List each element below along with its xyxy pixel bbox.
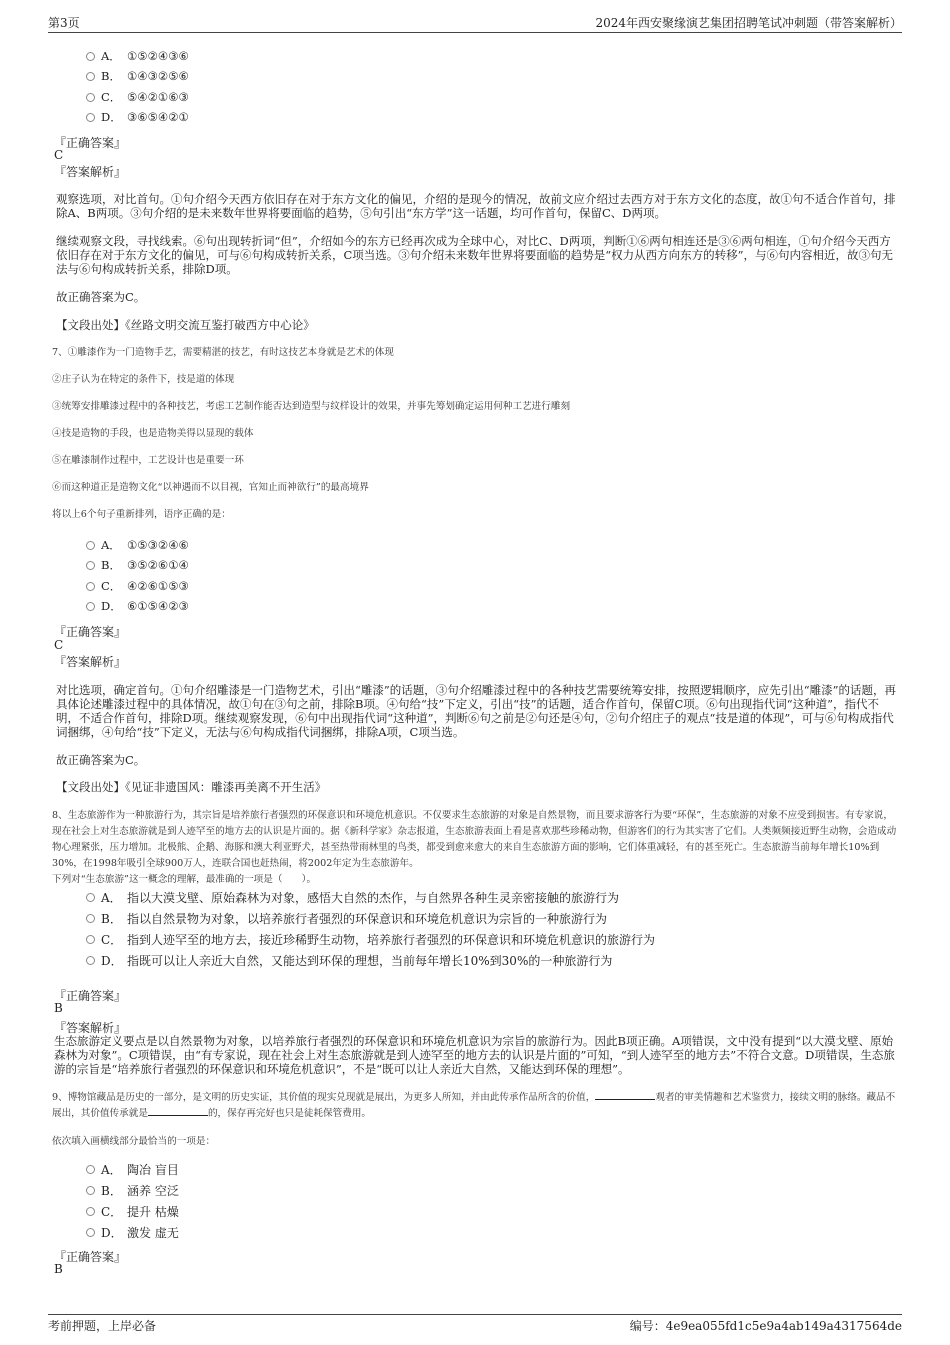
page-header <box>48 14 902 33</box>
radio-icon[interactable] <box>86 1207 95 1216</box>
q6-conclusion: 故正确答案为C。 <box>56 290 146 304</box>
page-number: 第3页 <box>48 16 80 30</box>
q8-option-a[interactable]: A． 指以大漠戈壁、原始森林为对象，感悟大自然的杰作，与自然界各种生灵亲密接触的旅游行为 <box>86 890 619 906</box>
q8-analysis-label: 『答案解析』 <box>54 1021 127 1035</box>
q8-stem: 8、生态旅游作为一种旅游行为，其宗旨是培养旅行者强烈的环保意识和环境危机意识。不仅要求生态旅游的对象是自然景物，而且要求游客行为要“环保”，生态旅游的对象不应受到损害。有专家说，现在社会上对生态旅游就是到人迹罕至的地方去的认识是片面的。据《新科学家》杂志报道，生态旅游表面上看是喜欢那些珍稀动物，但游客们的行为其实害了它们。人类频频接近野生动物，会造成动物心理紧张，压力增加。北极熊、企鹅、海豚和澳大利亚野犬，甚至热带雨林里的鸟类，都受到愈来愈大的来自生态旅游方面的影响，它们体重减轻，有的甚至死亡。生态旅游当前每年增长10%到30%，在1998年吸引全球900万人，连联合国也赶热闹，将2002年定为生态旅游年。 <box>52 810 897 869</box>
q7-sentence-1: 7、①雕漆作为一门造物手艺，需要精湛的技艺，有时这技艺本身就是艺术的体现 <box>52 347 394 358</box>
q9-option-b[interactable]: B． 涵养 空泛 <box>86 1183 179 1199</box>
radio-icon[interactable] <box>86 1186 95 1195</box>
q6-analysis-p2: 继续观察文段，寻找线索。⑥句出现转折词“但”，介绍如今的东方已经再次成为全球中心，对比C、D两项，判断①⑥两句相连还是③⑥两句相连，①句介绍今天西方依旧存在对于东方文化的偏见，可与⑥句构成转折关系，C项当选。③句介绍未来数年世界将要面临的趋势是“权力从西方向东方的转移”，与⑥句内容相近，故③句无法与⑥句构成转折关系，排除D项。 <box>56 234 894 276</box>
q8-option-d[interactable]: D． 指既可以让人亲近大自然，又能达到环保的理想，当前每年增长10%到30%的一种旅游行为 <box>86 953 612 969</box>
q6-option-c[interactable]: C． ⑤④②①⑥③ <box>86 89 189 105</box>
q7-sentence-6: ⑥而这种道正是造物文化“以神遇而不以目视，官知止而神欲行”的最高境界 <box>52 482 369 493</box>
q8-option-c[interactable]: C． 指到人迹罕至的地方去，接近珍稀野生动物，培养旅行者强烈的环保意识和环境危机意识的旅游行为 <box>86 932 655 948</box>
q9-answer: B <box>54 1262 63 1276</box>
blank-1 <box>595 1090 655 1100</box>
q6-option-b[interactable]: B． ①④③②⑤⑥ <box>86 68 189 84</box>
radio-icon[interactable] <box>86 582 95 591</box>
q9-option-d[interactable]: D． 激发 虚无 <box>86 1225 179 1241</box>
q7-sentence-2: ②庄子认为在特定的条件下，技是道的体现 <box>52 374 235 385</box>
q6-option-a[interactable]: A． ①⑤②④③⑥ <box>86 48 189 64</box>
footer-slogan: 考前押题，上岸必备 <box>48 1319 157 1333</box>
q7-analysis-p1: 对比选项，确定首句。①句介绍雕漆是一门造物艺术，引出“雕漆”的话题，③句介绍雕漆过程中的各种技艺需要统筹安排，按照逻辑顺序，应先引出“雕漆”的话题，再具体论述雕漆过程中的具体情况，故①句在③句之前，排除B项。④句给“技”下定义，引出“技”的话题，适合作首句，保留C项。⑥句出现指代词“这种道”，指代不明，不适合作首句，排除D项。继续观察发现，⑥句中出现指代词“这种道”，判断⑥句之前是②句还是④句，②句介绍庄子的观点“技是道的体现”，可与⑥句构成指代词捆绑，④句给“技”下定义，无法与⑥句构成指代词捆绑，排除A项，C项当选。 <box>56 683 897 739</box>
radio-icon[interactable] <box>86 1228 95 1237</box>
q9-stem: 9、博物馆藏品是历史的一部分，是文明的历史实证，其价值的现实兑现就是展出，为更多人所知，并由此传承作品所含的价值， 观者的审美情趣和艺术鉴赏力，接续文明的脉络。藏品不展出，其价值传承就是 的，保存再完好也只是徒耗保管费用。 <box>52 1092 896 1119</box>
q8-option-b[interactable]: B． 指以自然景物为对象，以培养旅行者强烈的环保意识和环境危机意识为宗旨的一种旅游行为 <box>86 911 607 927</box>
radio-icon[interactable] <box>86 602 95 611</box>
q6-answer: C <box>54 148 64 162</box>
q7-sentence-5: ⑤在雕漆制作过程中，工艺设计也是重要一环 <box>52 455 244 466</box>
blank-2 <box>148 1106 208 1116</box>
radio-icon[interactable] <box>86 72 95 81</box>
q7-answer: C <box>54 638 64 652</box>
page-footer <box>48 1314 902 1333</box>
radio-icon[interactable] <box>86 561 95 570</box>
radio-icon[interactable] <box>86 113 95 122</box>
q8-analysis: 生态旅游定义要点是以自然景物为对象，以培养旅行者强烈的环保意识和环境危机意识为宗旨的旅游行为。因此B项正确。A项错误，文中没有提到“以大漠戈壁、原始森林为对象”。C项错误，由“有专家说，现在社会上对生态旅游就是到人迹罕至的地方去的认识是片面的”可知，“到人迹罕至的地方去”不符合文意。D项错误，生态旅游的宗旨是“培养旅行者强烈的环保意识和环境危机意识”，不是“既可以让人亲近大自然，又能达到环保的理想”。 <box>54 1034 895 1076</box>
radio-icon[interactable] <box>86 893 95 902</box>
q9-prompt: 依次填入画横线部分最恰当的一项是： <box>52 1136 216 1147</box>
q8-answer: B <box>54 1001 63 1015</box>
q7-sentence-4: ④技是造物的手段，也是造物美得以显现的载体 <box>52 428 254 439</box>
q7-analysis-label: 『答案解析』 <box>54 655 127 669</box>
q6-analysis-p1: 观察选项，对比首句。①句介绍今天西方依旧存在对于东方文化的偏见，介绍的是现今的情况，故前文应介绍过去西方对于东方文化的态度，故①句不适合作首句，排除A、B两项。③句介绍的是未来数年世界将要面临的趋势，⑤句引出“东方学”这一话题，均可作首句，保留C、D两项。 <box>56 192 896 220</box>
footer-serial: 编号：4e9ea055fd1c5e9a4ab149a4317564de <box>629 1319 902 1333</box>
q6-analysis-label: 『答案解析』 <box>54 165 127 179</box>
radio-icon[interactable] <box>86 956 95 965</box>
q7-option-d[interactable]: D． ⑥①⑤④②③ <box>86 598 189 614</box>
q7-conclusion: 故正确答案为C。 <box>56 753 146 767</box>
q6-option-d[interactable]: D． ③⑥⑤④②① <box>86 109 189 125</box>
q7-option-a[interactable]: A． ①⑤③②④⑥ <box>86 537 189 553</box>
q8-prompt: 下列对“生态旅游”这一概念的理解，最准确的一项是（ ）。 <box>52 874 317 885</box>
q6-source: 【文段出处】《丝路文明交流互鉴打破西方中心论》 <box>56 318 315 332</box>
radio-icon[interactable] <box>86 914 95 923</box>
q7-option-c[interactable]: C． ④②⑥①⑤③ <box>86 578 189 594</box>
q8-answer-label: 『正确答案』 <box>54 989 127 1003</box>
radio-icon[interactable] <box>86 1165 95 1174</box>
q6-answer-label: 『正确答案』 <box>54 136 127 150</box>
q7-answer-label: 『正确答案』 <box>54 625 127 639</box>
radio-icon[interactable] <box>86 52 95 61</box>
q7-source: 【文段出处】《见证非遗国风：雕漆再美离不开生活》 <box>56 780 327 794</box>
document-title: 2024年西安聚缘演艺集团招聘笔试冲刺题（带答案解析） <box>595 16 902 30</box>
q9-option-c[interactable]: C． 提升 枯燥 <box>86 1204 179 1220</box>
q7-sentence-3: ③统筹安排雕漆过程中的各种技艺，考虑工艺制作能否达到造型与纹样设计的效果，并事先筹划确定运用何种工艺进行雕刻 <box>52 401 571 412</box>
q9-answer-label: 『正确答案』 <box>54 1250 127 1264</box>
radio-icon[interactable] <box>86 541 95 550</box>
q7-option-b[interactable]: B． ③⑤②⑥①④ <box>86 557 189 573</box>
radio-icon[interactable] <box>86 93 95 102</box>
q9-option-a[interactable]: A． 陶冶 盲目 <box>86 1162 179 1178</box>
radio-icon[interactable] <box>86 935 95 944</box>
q7-prompt: 将以上6个句子重新排列，语序正确的是： <box>52 509 231 520</box>
